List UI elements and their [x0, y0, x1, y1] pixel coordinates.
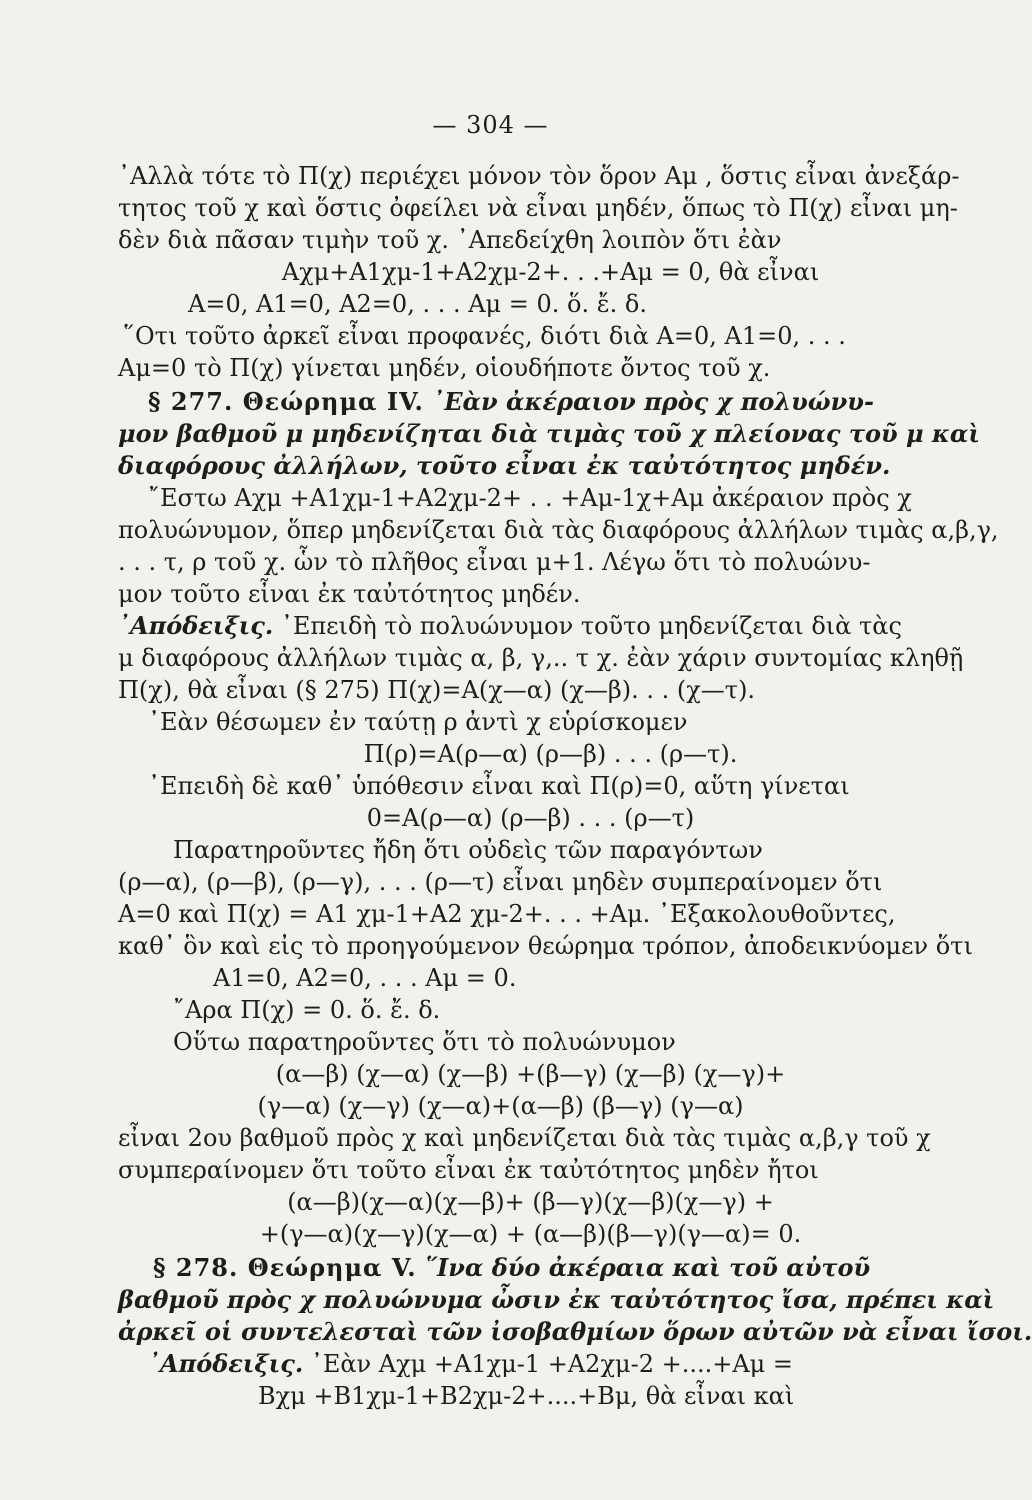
text-line: ῎Αρα Π(χ) = 0. ὅ. ἔ. δ. [173, 996, 441, 1024]
theorem-statement: βαθμοῦ πρὸς χ πολυώνυμα ὦσιν ἐκ ταὐτότητος ἴσα, πρέπει καὶ [118, 1285, 995, 1314]
equation: Bχμ +B1χμ-1+B2χμ-2+....+Bμ, θὰ εἶναι καὶ [258, 1382, 795, 1410]
text-line: Aμ=0 τὸ Π(χ) γίνεται μηδέν, οἱουδήποτε ὄντος τοῦ χ. [118, 354, 771, 382]
proof-text: ᾽Εὰν Aχμ +A1χμ-1 +A2χμ-2 +....+Aμ = [303, 1350, 793, 1378]
section-number: § 277. Θεώρημα IV. [148, 387, 424, 416]
equation: (α—β) (χ—α) (χ—β) +(β—γ) (χ—β) (χ—γ)+ [275, 1060, 786, 1088]
equation: Π(ρ)=A(ρ—α) (ρ—β) . . . (ρ—τ). [363, 740, 738, 768]
text-line: ᾽Επειδὴ δὲ καθ᾽ ὑπόθεσιν εἶναι καὶ Π(ρ)=0, αὕτη γίνεται [148, 772, 850, 800]
equation: A=0, A1=0, A2=0, . . . Aμ = 0. ὅ. ἔ. δ. [188, 290, 647, 318]
text-line: . . . τ, ρ τοῦ χ. ὧν τὸ πλῆθος εἶναι μ+1. Λέγω ὅτι τὸ πολυώνυ- [118, 548, 871, 576]
text-line: εἶναι 2ου βαθμοῦ πρὸς χ καὶ μηδενίζεται διὰ τὰς τιμὰς α,β,γ τοῦ χ [118, 1124, 931, 1152]
theorem-statement: μον βαθμοῦ μ μηδενίζηται διὰ τιμὰς τοῦ χ πλείονας τοῦ μ καὶ [118, 419, 980, 448]
proof-label: ᾽Απόδειξις. [118, 611, 274, 640]
equation: A1=0, A2=0, . . . Aμ = 0. [213, 964, 517, 992]
theorem-statement: διαφόρους ἀλλήλων, τοῦτο εἶναι ἐκ ταὐτότητος μηδέν. [118, 451, 891, 480]
page-number: — 304 — [432, 111, 549, 139]
theorem-statement: ἀρκεῖ οἱ συντελεσταὶ τῶν ἰσοβαθμίων ὅρων αὐτῶν νὰ εἶναι ἴσοι. [118, 1317, 1032, 1346]
proof-text: ᾽Επειδὴ τὸ πολυώνυμον τοῦτο μηδενίζεται διὰ τὰς [273, 612, 902, 640]
text-line: πολυώνυμον, ὅπερ μηδενίζεται διὰ τὰς διαφόρους ἀλλήλων τιμὰς α,β,γ, [118, 516, 999, 544]
text-line: συμπεραίνομεν ὅτι τοῦτο εἶναι ἐκ ταὐτότητος μηδὲν ἤτοι [118, 1156, 819, 1184]
theorem-statement: ῞Ινα δύο ἀκέραια καὶ τοῦ αὐτοῦ [416, 1253, 871, 1282]
text-line: ῞Οτι τοῦτο ἀρκεῖ εἶναι προφανές, διότι διὰ A=0, A1=0, . . . [123, 322, 846, 350]
theorem-heading [118, 387, 893, 417]
text-line: Παρατηροῦντες ἤδη ὅτι οὐδεὶς τῶν παραγόντων [173, 836, 763, 864]
text-line: μ διαφόρους ἀλλήλων τιμὰς α, β, γ,.. τ χ. ἐὰν χάριν συντομίας κληθῇ [118, 644, 964, 672]
equation: (α—β)(χ—α)(χ—β)+ (β—γ)(χ—β)(χ—γ) + [287, 1188, 774, 1216]
text-line: (ρ—α), (ρ—β), (ρ—γ), . . . (ρ—τ) εἶναι μηδὲν συμπεραίνομεν ὅτι [118, 868, 883, 896]
equation: (γ—α) (χ—γ) (χ—α)+(α—β) (β—γ) (γ—α) [257, 1092, 744, 1120]
theorem-statement: ᾽Εὰν ἀκέραιον πρὸς χ πολυώνυ- [423, 387, 874, 416]
theorem-heading [118, 1253, 898, 1283]
proof-label: ᾽Απόδειξις. [148, 1349, 304, 1378]
text-line: Οὕτω παρατηροῦντες ὅτι τὸ πολυώνυμον [173, 1028, 676, 1056]
text-line: μον τοῦτο εἶναι ἐκ ταὐτότητος μηδέν. [118, 580, 581, 608]
proof-line [118, 1349, 893, 1379]
equation: 0=A(ρ—α) (ρ—β) . . . (ρ—τ) [366, 804, 695, 832]
text-line: ῎Εστω Aχμ +A1χμ-1+A2χμ-2+ . . +Aμ-1χ+Aμ ἀκέραιον πρὸς χ [148, 484, 912, 512]
equation: Aχμ+A1χμ-1+A2χμ-2+. . .+Aμ = 0, θὰ εἶναι [281, 258, 820, 286]
proof-line [118, 611, 902, 641]
text-line: ᾽Αλλὰ τότε τὸ Π(χ) περιέχει μόνον τὸν ὅρον Aμ , ὅστις εἶναι ἀνεξάρ- [118, 162, 960, 190]
section-number: § 278. Θεώρημα V. [153, 1253, 417, 1282]
text-line: καθ᾽ ὃν καὶ εἰς τὸ προηγούμενον θεώρημα τρόπον, ἀποδεικνύομεν ὅτι [118, 932, 973, 960]
text-line: δὲν διὰ πᾶσαν τιμὴν τοῦ χ. ᾽Απεδείχθη λοιπὸν ὅτι ἐὰν [118, 226, 782, 254]
text-line: Π(χ), θὰ εἶναι (§ 275) Π(χ)=A(χ—α) (χ—β). . . (χ—τ). [118, 676, 756, 704]
text-line: ᾽Εὰν θέσωμεν ἐν ταύτῃ ρ ἀντὶ χ εὑρίσκομεν [148, 708, 688, 736]
text-line: τητος τοῦ χ καὶ ὅστις ὀφείλει νὰ εἶναι μηδέν, ὅπως τὸ Π(χ) εἶναι μη- [118, 194, 958, 222]
text-line: A=0 καὶ Π(χ) = A1 χμ-1+A2 χμ-2+. . . +Aμ. ᾽Εξακολουθοῦντες, [118, 900, 896, 928]
equation: +(γ—α)(χ—γ)(χ—α) + (α—β)(β—γ)(γ—α)= 0. [259, 1220, 802, 1248]
